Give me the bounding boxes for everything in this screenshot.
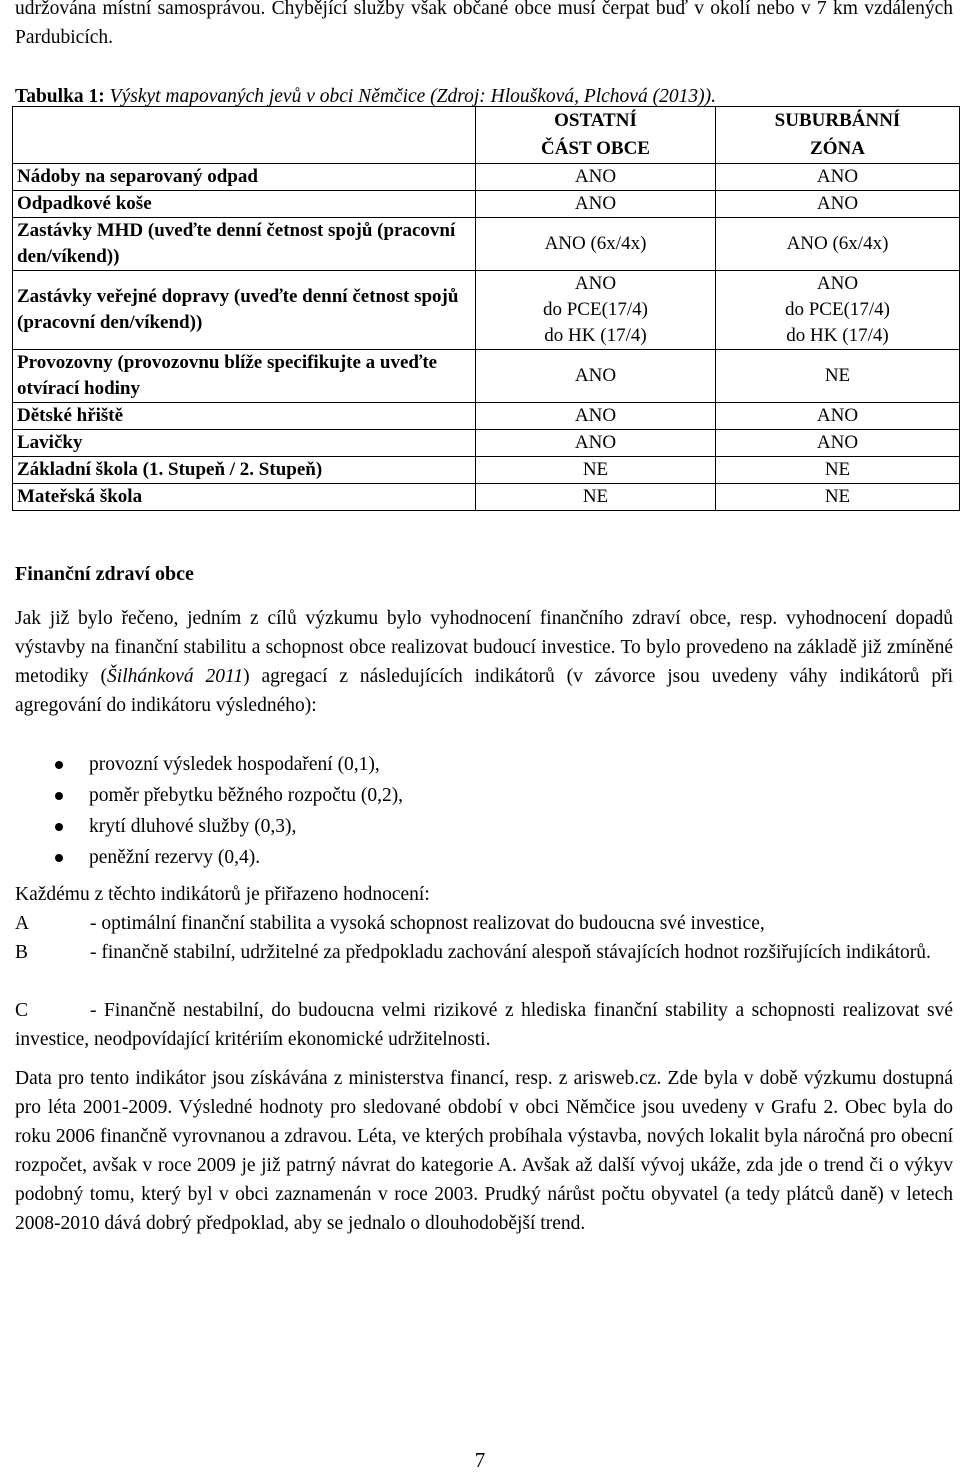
table-body — [13, 164, 960, 511]
indicator-text: peněžní rezervy (0,4). — [89, 847, 261, 868]
grade-c — [15, 996, 953, 1054]
grade-text: - finančně stabilní, udržitelné za předpokladu zachování alespoň stávajících hodnot rozšiřujících indikátorů. — [90, 942, 931, 963]
table-cell-obec: ANO — [476, 191, 716, 218]
grade-letter: C — [15, 1000, 29, 1021]
table-cell-feature: Mateřská škola — [13, 484, 476, 511]
table-cell-feature: Nádoby na separovaný odpad — [13, 164, 476, 191]
table-cell-feature: Zastávky veřejné dopravy (uveďte denní četnost spojů (pracovní den/víkend)) — [13, 271, 476, 350]
grade-letter: A — [15, 913, 30, 934]
table-cell-obec: NE — [476, 484, 716, 511]
intro-paragraph: udržována místní samosprávou. Chybějící služby však občané obce musí čerpat buď v okolí nebo v 7 km vzdálených Pardubicích. — [15, 0, 953, 48]
list-item — [55, 780, 403, 811]
header-ostatni-cast: OSTATNÍ ČÁST OBCE — [476, 107, 716, 164]
table-cell-zona: NE — [716, 350, 960, 403]
table-cell-zona: ANO — [716, 430, 960, 457]
table-cell-obec: ANO — [476, 403, 716, 430]
indicator-text: krytí dluhové služby (0,3), — [89, 816, 297, 837]
table-cell-feature: Zastávky MHD (uveďte denní četnost spojů (pracovní den/víkend)) — [13, 218, 476, 271]
bullet-icon — [55, 792, 63, 800]
grade-text: - Finančně nestabilní, do budoucna velmi rizikové z hlediska finanční stability a schopnosti realizovat své investice, neodpovídající kritériím ekonomické udržitelnosti. — [15, 1000, 953, 1050]
grade-a — [15, 909, 953, 938]
table-cell-obec: ANO — [476, 430, 716, 457]
header-suburbanni-zona: SUBURBÁNNÍ ZÓNA — [716, 107, 960, 164]
table-row — [13, 430, 960, 457]
grade-b — [15, 938, 953, 967]
table-caption-text: Výskyt mapovaných jevů v obci Němčice (Zdroj: Hloušková, Plchová (2013)). — [109, 86, 716, 107]
table-cell-feature: Základní škola (1. Stupeň / 2. Stupeň) — [13, 457, 476, 484]
bullet-icon — [55, 854, 63, 862]
features-table — [12, 106, 960, 511]
indicator-list — [55, 749, 403, 873]
table-row — [13, 484, 960, 511]
table-row — [13, 218, 960, 271]
grade-letter: B — [15, 942, 29, 963]
table-cell-feature: Provozovny (provozovnu blíže specifikujte a uveďte otvírací hodiny — [13, 350, 476, 403]
p1-citation: Šilhánková 2011 — [107, 666, 244, 687]
table-row — [13, 403, 960, 430]
table-cell-obec: ANO do PCE(17/4) do HK (17/4) — [476, 271, 716, 350]
paragraph-financni-zdravi — [15, 604, 953, 720]
table-caption-label: Tabulka 1: — [15, 86, 105, 107]
indicator-text: poměr přebytku běžného rozpočtu (0,2), — [89, 785, 404, 806]
bullet-icon — [55, 823, 63, 831]
table-cell-obec: ANO — [476, 164, 716, 191]
bullet-icon — [55, 761, 63, 769]
table-cell-obec: NE — [476, 457, 716, 484]
table-row — [13, 457, 960, 484]
table-cell-feature: Lavičky — [13, 430, 476, 457]
indicator-text: provozní výsledek hospodaření (0,1), — [89, 754, 380, 775]
page-number: 7 — [474, 1448, 486, 1472]
table-cell-zona: ANO do PCE(17/4) do HK (17/4) — [716, 271, 960, 350]
table-row — [13, 271, 960, 350]
list-item — [55, 749, 403, 780]
p1-text-a: Jak již bylo řečeno, jedním z cílů výzkumu bylo vyhodnocení finančního zdraví obce, resp. vyhodnocení dopadů výstavby na finanční stabilitu a schopnost obce realizovat budoucí investice. To bylo provedeno na základě již zmíněné metodiky ( — [15, 608, 953, 687]
table-cell-obec: ANO — [476, 350, 716, 403]
table-header-row — [13, 107, 960, 164]
table-cell-zona: NE — [716, 484, 960, 511]
section-heading: Finanční zdraví obce — [15, 563, 194, 585]
paragraph-hodnoceni: Každému z těchto indikátorů je přiřazeno hodnocení: — [15, 884, 430, 905]
table-cell-zona: NE — [716, 457, 960, 484]
paragraph-data: Data pro tento indikátor jsou získávána z ministerstva financí, resp. z arisweb.cz. Zde byla v době výzkumu dostupná pro léta 2001-2009. Výsledné hodnoty pro sledované období v obci Němčice jsou uvedeny v Grafu 2. Obec byla do roku 2006 finančně vyrovnanou a zdravou. Léta, ve kterých probíhala výstavba, nových lokalit byla náročná pro obecní rozpočet, avšak v roce 2009 je již patrný návrat do kategorie A. Avšak až další vývoj ukáže, zda jde o trend či o výkyv podobný tomu, který byl v obci zaznamenán v roce 2003. Prudký nárůst počtu obyvatel (a tedy plátců daně) v letech 2008-2010 dává dobrý předpoklad, aby se jednalo o dlouhodobější trend. — [15, 1068, 953, 1234]
p1-text-b: ) agregací z následujících indikátorů (v závorce jsou uvedeny váhy indikátorů při agregování do indikátoru výsledného): — [15, 666, 954, 716]
table-cell-zona: ANO — [716, 403, 960, 430]
table-row — [13, 350, 960, 403]
table-cell-zona: ANO — [716, 164, 960, 191]
table-cell-zona: ANO (6x/4x) — [716, 218, 960, 271]
table-cell-obec: ANO (6x/4x) — [476, 218, 716, 271]
table-cell-feature: Dětské hřiště — [13, 403, 476, 430]
table-cell-zona: ANO — [716, 191, 960, 218]
header-empty — [13, 107, 476, 164]
table-row — [13, 164, 960, 191]
grade-text: - optimální finanční stabilita a vysoká schopnost realizovat do budoucna své investice, — [90, 913, 765, 934]
list-item — [55, 811, 403, 842]
table-cell-feature: Odpadkové koše — [13, 191, 476, 218]
table-row — [13, 191, 960, 218]
list-item — [55, 842, 403, 873]
